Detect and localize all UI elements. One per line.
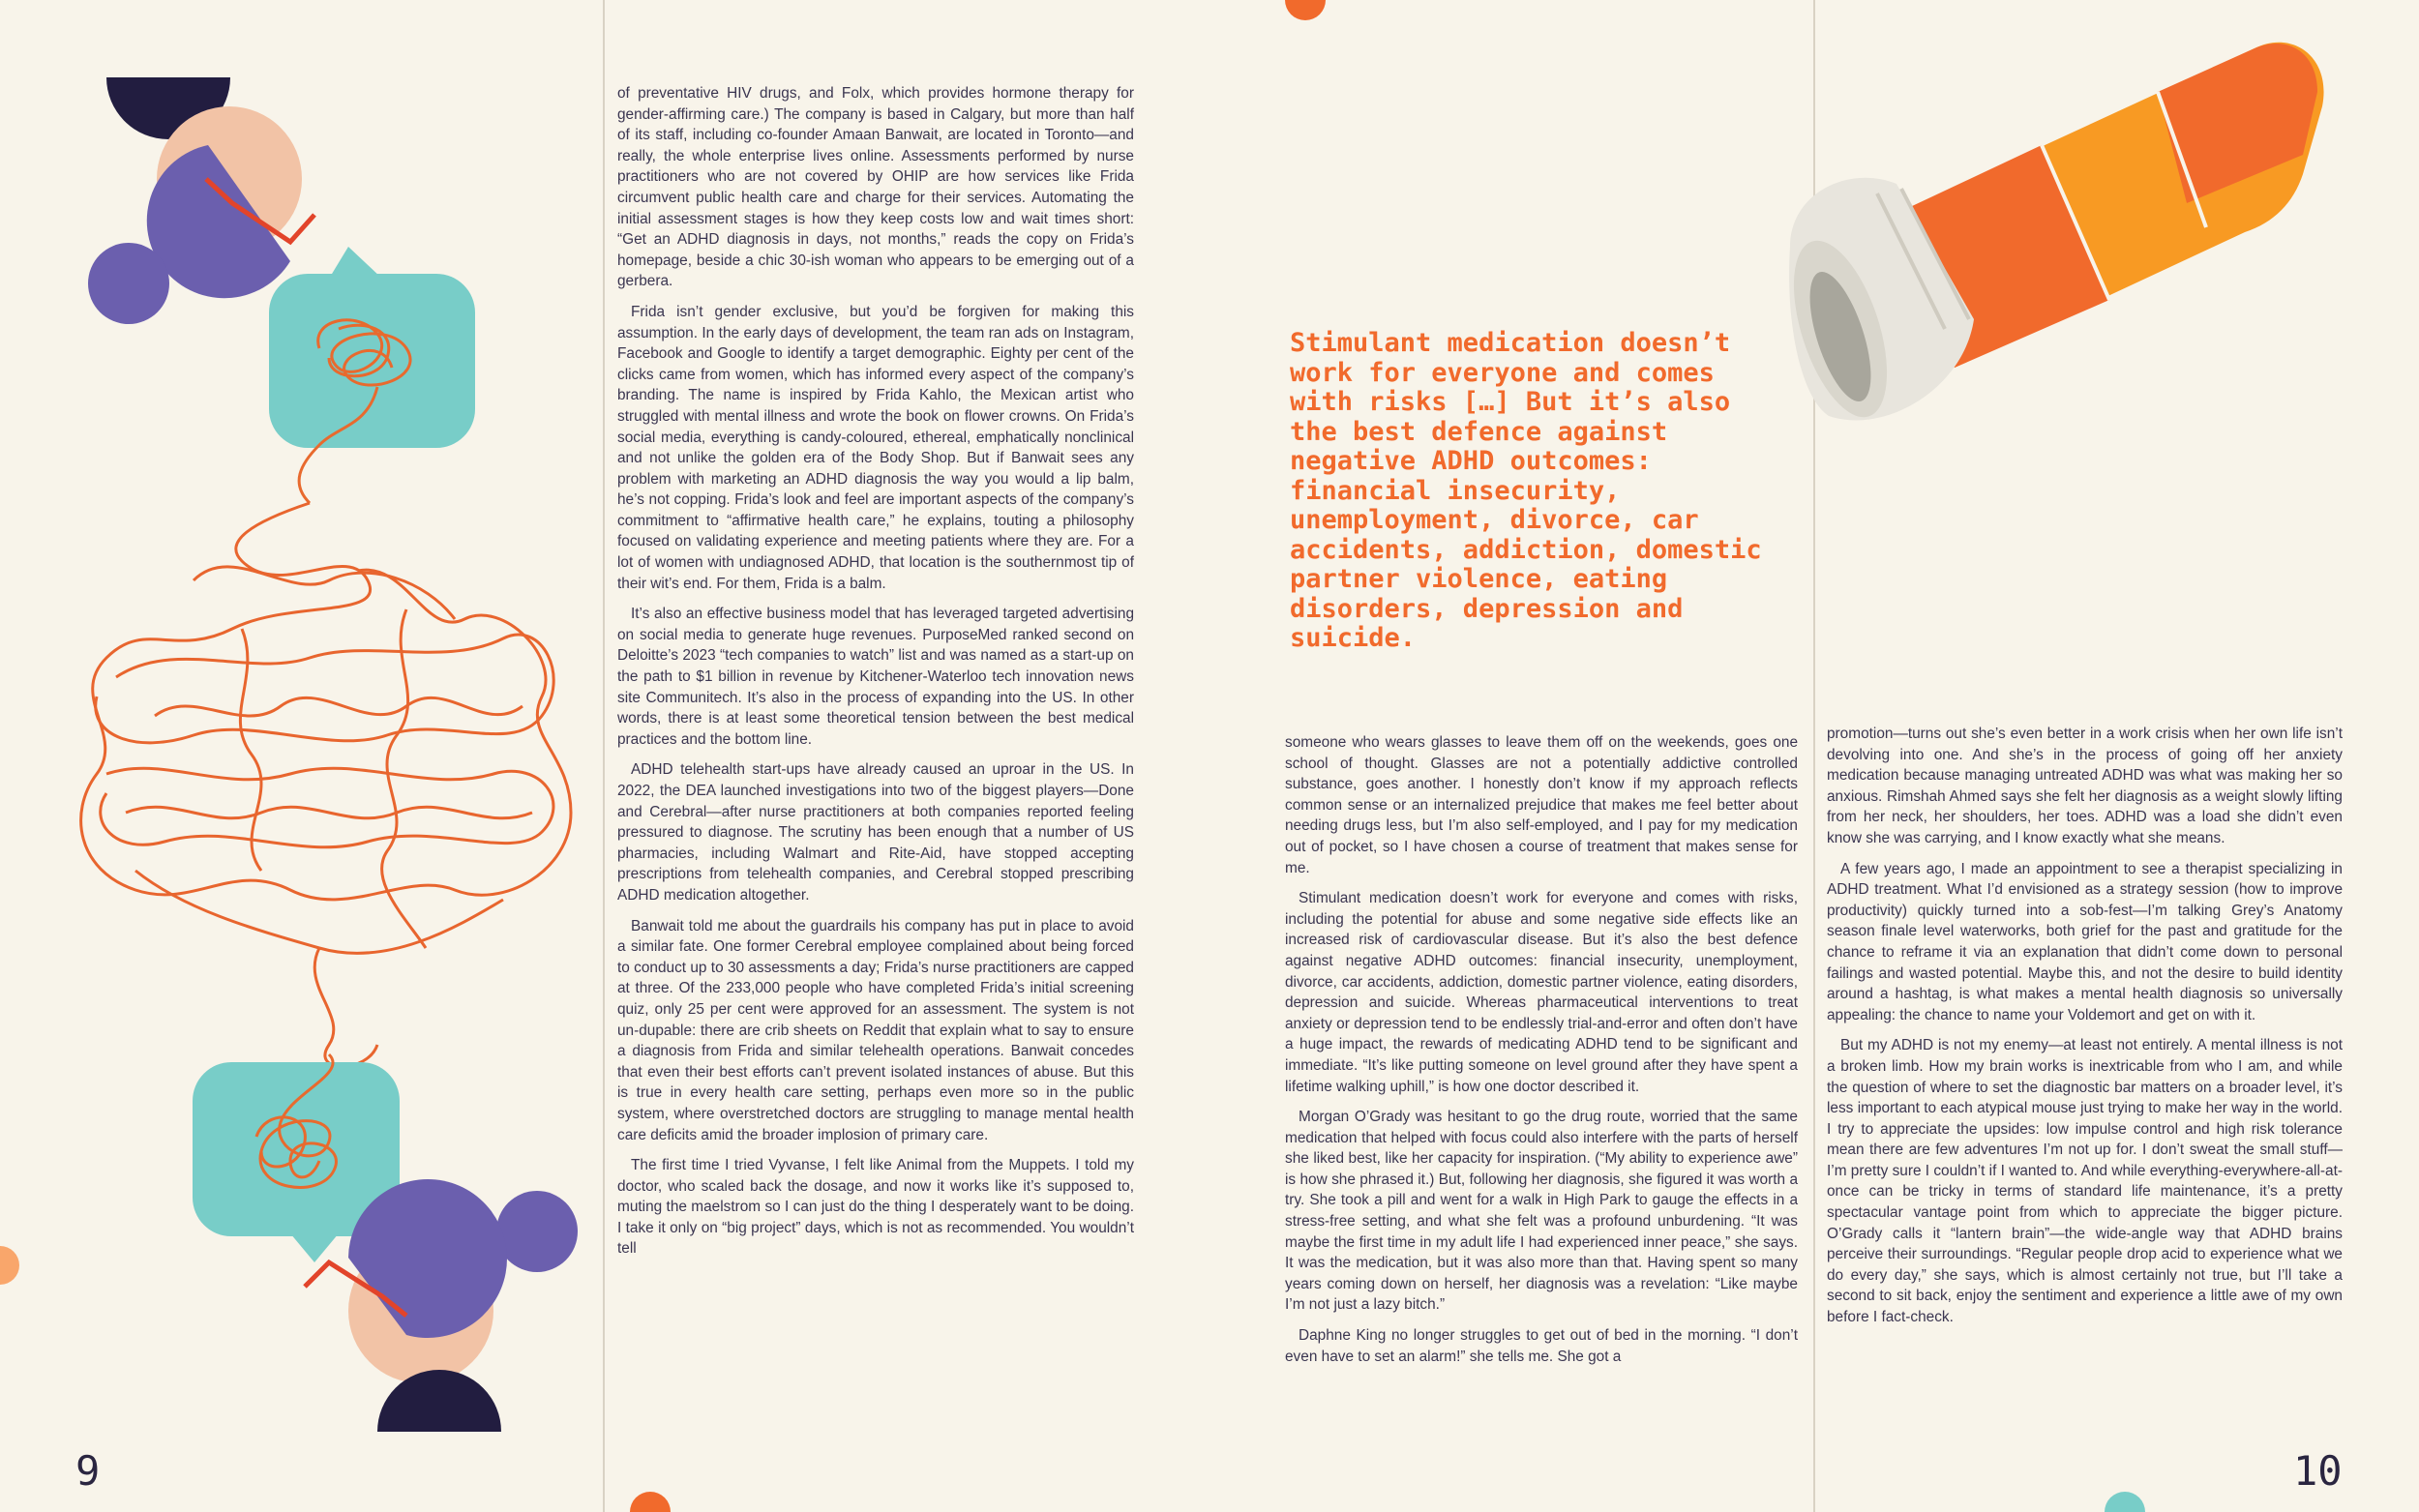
pill-bottle-illustration xyxy=(1732,0,2351,455)
bottom-orange-dot xyxy=(630,1492,671,1512)
tangled-thoughts-illustration xyxy=(0,0,600,1451)
paragraph: Daphne King no longer struggles to get out of bed in the morning. “I don’t even have to set an alarm!” she tells me. She got a xyxy=(1285,1327,1798,1365)
paragraph: Morgan O’Grady was hesitant to go the drug route, worried that the same medication that helped with focus could also interfere with the parts of herself she liked best, like her capacity for inspiration. (“My ability to experience awe” is how she phrased it.) But, following her diagnosis, she figured it was worth a try. She took a pill and went for a walk in High Park to gauge the effects in a stress-free setting, and what she felt was a profound unburdening. “It was maybe the first time in my adult life I had experienced inner peace,” she says. It was the medication, but it was also more than that. Having spent so many years coming down on herself, her diagnosis was a revelation: “Like maybe I’m not just a lazy bitch.” xyxy=(1285,1109,1798,1314)
top-orange-dot xyxy=(1285,0,1326,20)
paragraph: Frida isn’t gender exclusive, but you’d be forgiven for making this assumption. In the early days of development, the team ran ads on Instagram, Facebook and Google to identify a target demographic. Eighty per cent of the clicks came from women, which has informed every aspect of the company’s branding. The name is inspired by Frida Kahlo, the Mexican artist who struggled with mental illness and wrote the book on flower crowns. On Frida’s social media, everything is candy-coloured, ethereal, emphatically nonclinical and not unlike the golden era of the Body Shop. But if Banwait sees any problem with marketing an ADHD diagnosis the way you would a lip balm, he’s not copping. Frida’s look and feel are important aspects of the company’s commitment to “affirmative health care,” he explains, touting a philosophy focused on validating experience and meeting patients where they are. For a lot of women with undiagnosed ADHD, that location is the southernmost tip of their wit’s end. For them, Frida is a balm. xyxy=(617,303,1134,592)
left-page-rule xyxy=(603,0,605,1512)
paragraph: It’s also an effective business model that has leveraged targeted advertising on social media to generate huge revenues. PurposeMed ranked second on Deloitte’s 2023 “tech companies to watch” list and was named as a start-up on the path to $1 billion in revenue by Kitchener-Waterloo tech innovation news site Communitech. It’s also in the process of expanding into the US. In other words, there is at least some theoretical tension between the best medical practices and the bottom line. xyxy=(617,606,1134,748)
article-column-3 xyxy=(1827,724,2343,1338)
bottom-ear-circle xyxy=(496,1191,578,1272)
top-ear-circle xyxy=(88,243,169,324)
brain-tangle xyxy=(81,503,571,1067)
paragraph: But my ADHD is not my enemy—at least not entirely. A mental illness is not a broken limb. How my brain works is inextricable from who I am, and while the question of where to set the diagnostic bar matters on a broader level, it’s less important to each atypical mouse just trying to make her way in the world. I try to appreciate the upsides: low impulse control and high risk tolerance mean there are few adventures I’m not up for. I don’t sweat the small stuff—I’m pretty sure I couldn’t if I wanted to. And while everything-everywhere-all-at-once can be tricky in terms of standard life maintenance, it’s a pretty spectacular vantage point from which to appreciate the bigger picture. O’Grady calls it “lantern brain”—the wide-angle way that ADHD brains perceive their surroundings. “Regular people drop acid to experience what we do every day,” she says, which is almost certainly not true, but I’ll take a second to sit back, enjoy the sentiment and experience a little awe of my own before I fact-check. xyxy=(1827,1037,2343,1326)
paragraph: A few years ago, I made an appointment to see a therapist specializing in ADHD treatment. What I’d envisioned as a strategy session (how to improve productivity) quickly turned into a sob-fest—I’m talking Grey’s Anatomy season finale level waterworks, both grief for the past and gratitude for the chance to reframe it via an explanation that didn’t come down to personal failings and wasted potential. Maybe this, and not the desire to build identity around a hashtag, is what makes a mental health diagnosis so universally appealing: the chance to name your Voldemort and get on with it. xyxy=(1827,860,2343,1023)
top-speech-bubble xyxy=(269,274,475,448)
paragraph: someone who wears glasses to leave them off on the weekends, goes one school of thought. Glasses are not a potentially addictive controlled substance, goes another. I honestly don’t know if my approach reflects common sense or an internalized prejudice that makes me feel better about needing drugs less, but I’m also self-employed, and I pay for my medication out of pocket, so I have chosen a course of treatment that makes sense for me. xyxy=(1285,734,1798,876)
paragraph: ADHD telehealth start-ups have already caused an uproar in the US. In 2022, the DEA launched investigations into two of the biggest players—Done and Cerebral—after nurse practitioners at both companies reported feeling pressured to diagnose. The scrutiny has been enough that a number of US pharmacies, including Walmart and Rite-Aid, have stopped accepting prescriptions from telehealth companies, and Cerebral stopped prescribing ADHD medication altogether. xyxy=(617,761,1134,904)
article-column-1 xyxy=(617,83,1134,1269)
paragraph: promotion—turns out she’s even better in a work crisis when her own life isn’t devolving into one. And she’s in the process of going off her anxiety medication because managing untreated ADHD was what was making her so anxious. Rimshah Ahmed says she felt her diagnosis as a weight slowly lifting from her neck, her shoulders, her toes. ADHD was a load she didn’t even know she was carrying, and I know exactly what she means. xyxy=(1827,726,2343,846)
bottom-teal-dot xyxy=(2105,1492,2145,1512)
paragraph: Stimulant medication doesn’t work for everyone and comes with risks, including the potential for abuse and some negative side effects like an increased risk of cardiovascular disease. But it’s also the best defence against negative ADHD outcomes: financial insecurity, unemployment, divorce, car accidents, addiction, domestic partner violence, eating disorders, depression and suicide. Whereas pharmaceutical interventions to treat anxiety or depression tend to be endlessly trial-and-error and often don’t have a huge impact, the rewards of medicating ADHD tend to be significant and immediate. “It’s like putting someone on level ground after they have spent a lifetime walking uphill,” is how one doctor described it. xyxy=(1285,890,1798,1095)
paragraph: Banwait told me about the guardrails his company has put in place to avoid a similar fate. One former Cerebral employee complained about being forced to conduct up to 30 assessments a day; Frida’s nurse practitioners are capped at three. Of the 233,000 people who have completed Frida’s initial screening quiz, only 25 per cent were approved for an assessment. The system is not un-dupable: there are crib sheets on Reddit that explain what to say to ensure a diagnosis from Frida and similar telehealth operations. Banwait concedes that even their best efforts can’t prevent isolated instances of abuse. But this is true in every health care setting, perhaps even more so in the public system, where overstretched doctors are struggling to manage mental health care deficits amid the broader implosion of primary care. xyxy=(617,917,1134,1143)
bottom-hair-bun xyxy=(377,1370,501,1432)
paragraph: of preventative HIV drugs, and Folx, which provides hormone therapy for gender-affirming care.) The company is based in Calgary, but more than half of its staff, including co-founder Amaan Banwait, are located in Toronto—and really, the whole enterprise lives online. Assessments performed by nurse practitioners who are not covered by OHIP are how services like Frida circumvent public health care and charge for their services. Automating the initial assessment stages is how they keep costs low and wait times short: “Get an ADHD diagnosis in days, not months,” reads the copy on Frida’s homepage, beside a chic 30-ish woman who appears to be emerging out of a gerbera. xyxy=(617,85,1134,290)
article-column-2 xyxy=(1285,732,1798,1377)
paragraph: The first time I tried Vyvanse, I felt like Animal from the Muppets. I told my doctor, who scaled back the dosage, and now it works like it’s supposed to, muting the maelstrom so I can just do the thing I desperately want to be doing. I take it only on “big project” days, which is not as recommended. You wouldn’t tell xyxy=(617,1157,1134,1258)
left-page-number: 9 xyxy=(75,1447,101,1495)
pull-quote: Stimulant medication doesn’t work for everyone and comes with risks […] But it’s also the best defence against negative ADHD outcomes: financial insecurity, unemployment, divorce, car accidents, addiction, domestic partner violence, eating disorders, depression and suicide. xyxy=(1290,328,1762,653)
right-page-number: 10 xyxy=(2293,1447,2343,1495)
